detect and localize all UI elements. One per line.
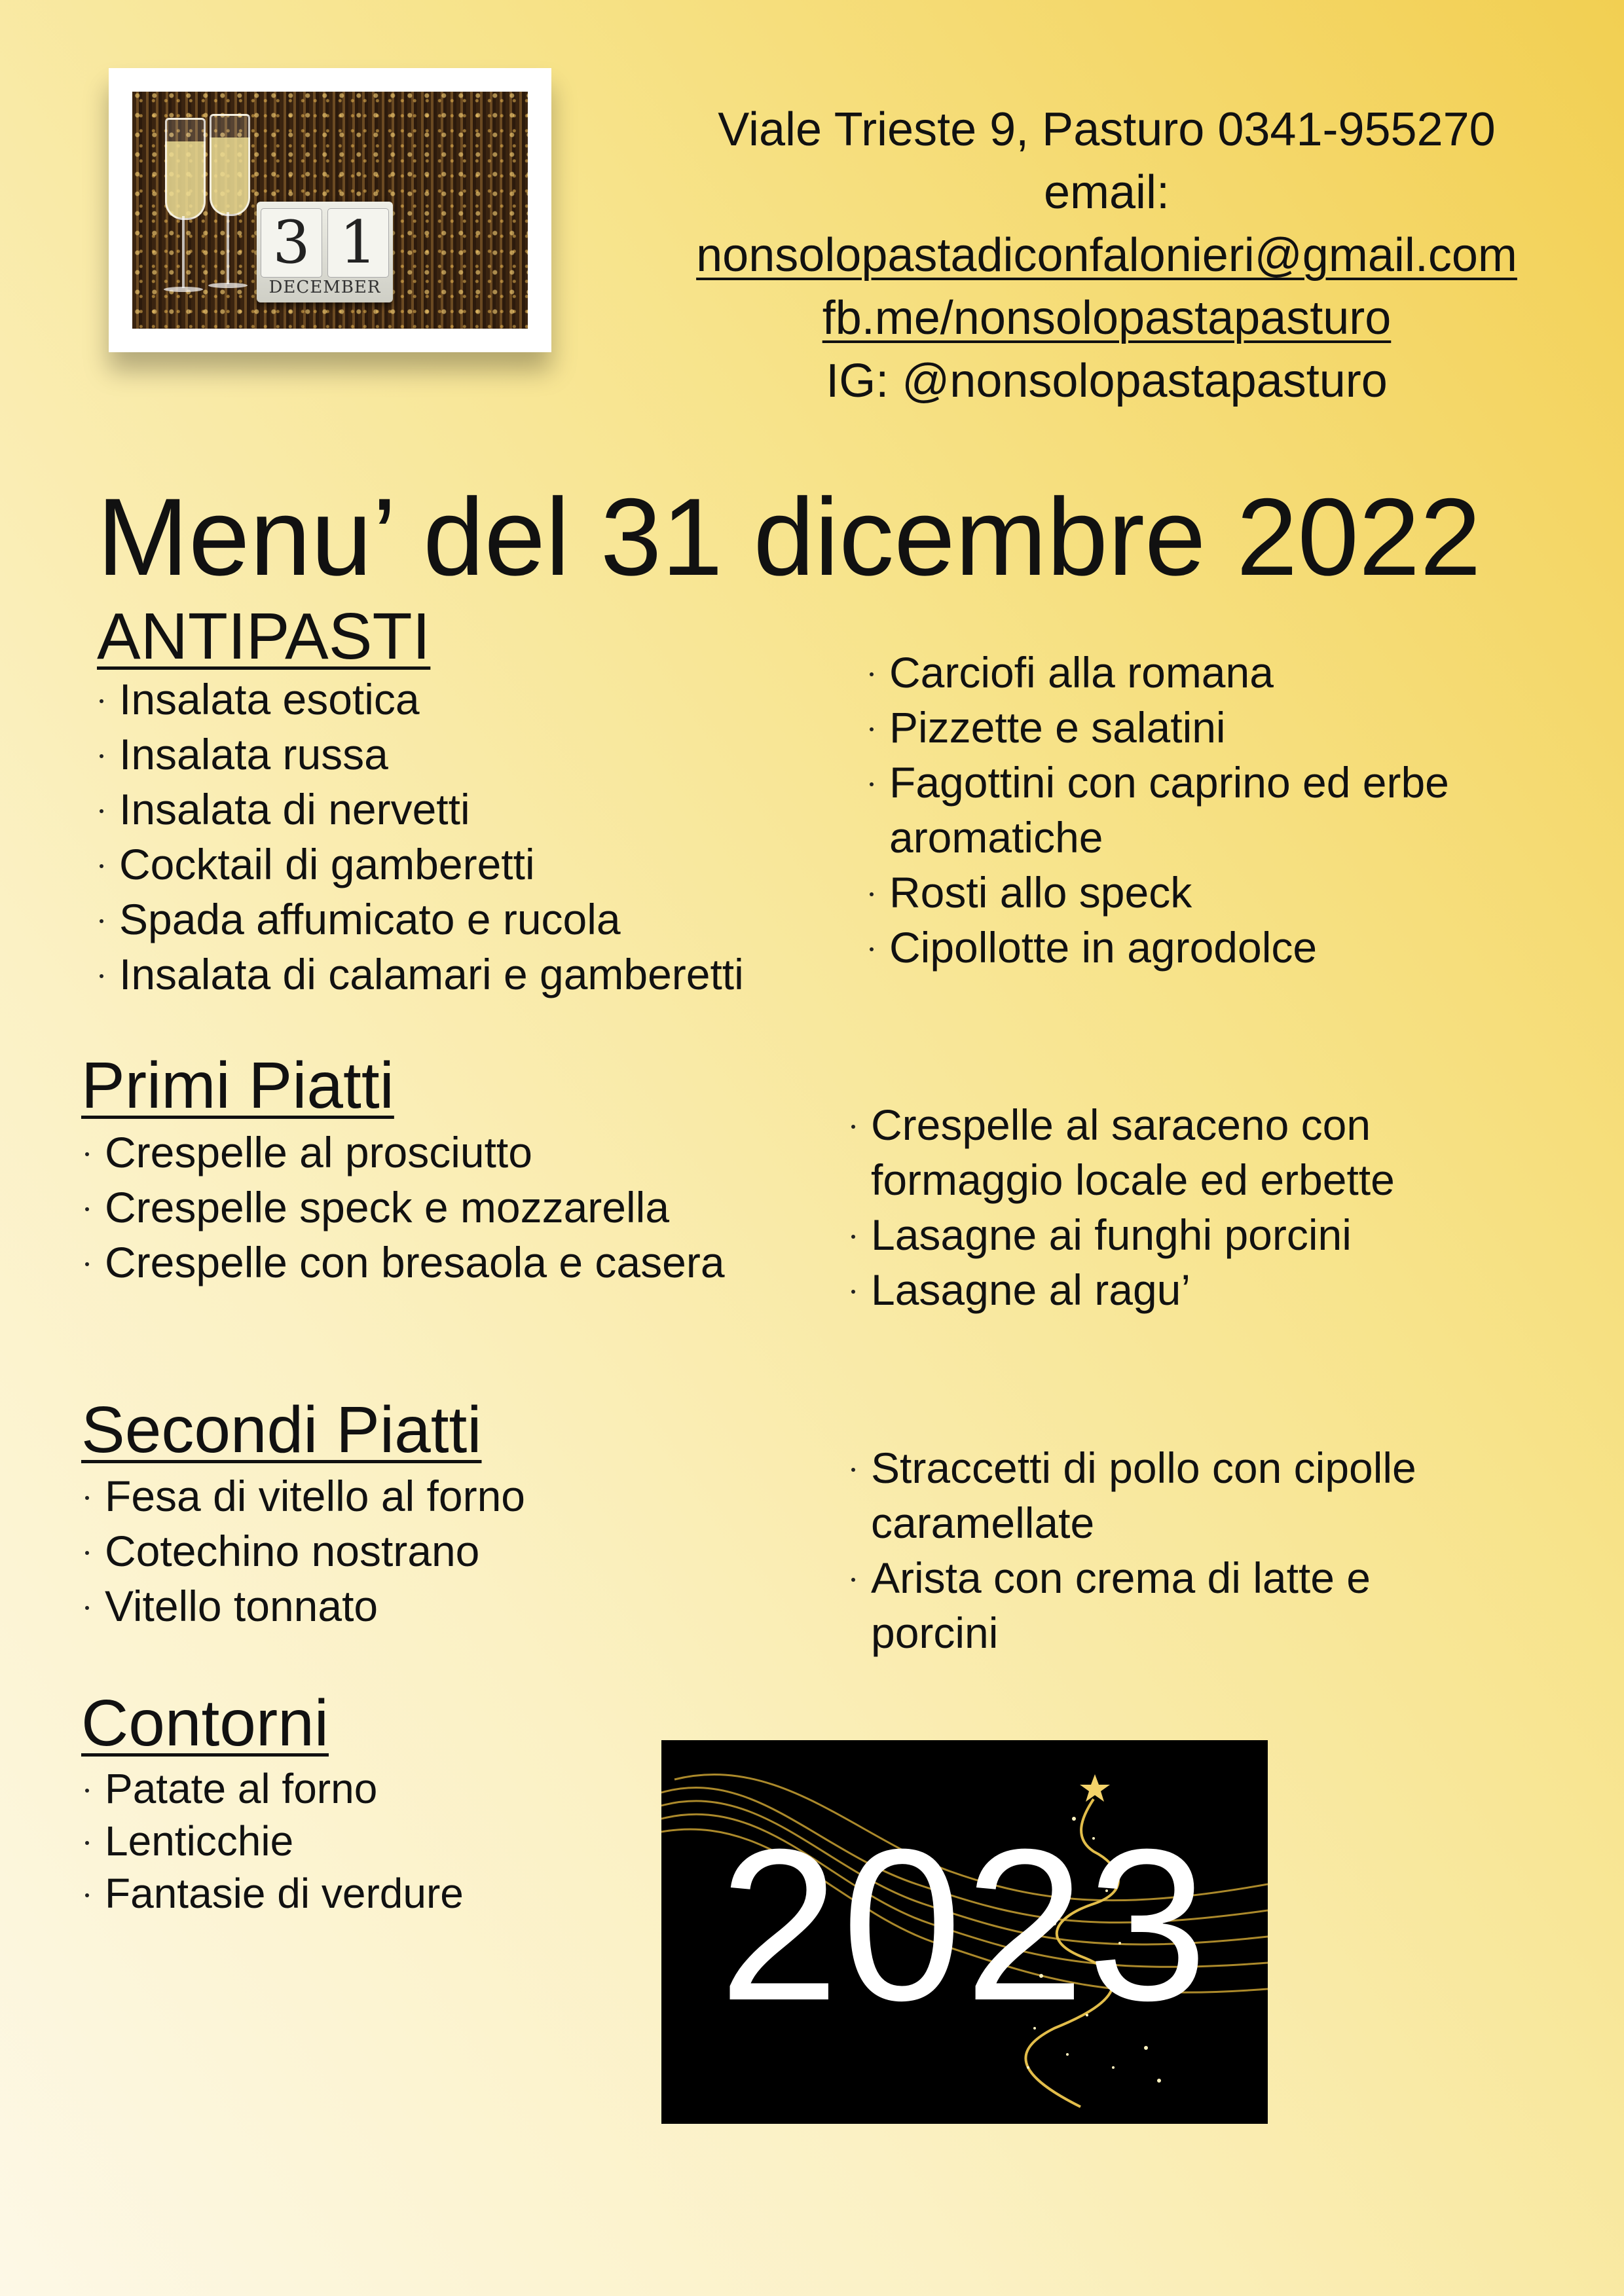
photo-frame — [109, 68, 551, 352]
menu-item: Cotechino nostrano — [81, 1523, 834, 1578]
menu-item: Spada affumicato e rucola — [96, 892, 849, 947]
menu-item: Crespelle al prosciutto — [81, 1125, 834, 1180]
primi-list-right — [847, 1097, 1502, 1317]
champagne-glass-left — [165, 118, 206, 220]
calendar-blocks — [257, 202, 393, 302]
facebook-link[interactable]: fb.me/nonsolopastapasturo — [822, 292, 1392, 344]
menu-item: Rosti allo speck — [866, 865, 1586, 920]
primi-heading: Primi Piatti — [81, 1049, 394, 1122]
antipasti-list-right — [866, 645, 1586, 975]
menu-item: Insalata di calamari e gamberetti — [96, 947, 849, 1002]
menu-item: Fesa di vitello al forno — [81, 1468, 834, 1523]
secondi-list-left — [81, 1468, 834, 1633]
menu-item: Lasagne al ragu’ — [847, 1262, 1502, 1317]
secondi-heading: Secondi Piatti — [81, 1393, 482, 1467]
menu-item: Cipollotte in agrodolce — [866, 920, 1586, 975]
contorni-heading: Contorni — [81, 1686, 329, 1760]
menu-item: Lenticchie — [81, 1815, 671, 1867]
new-year-2023-image — [661, 1740, 1268, 2124]
menu-item: Fagottini con caprino ed erbe aromatiche — [866, 755, 1586, 865]
menu-item: Insalata russa — [96, 727, 849, 782]
menu-title: Menu’ del 31 dicembre 2022 — [97, 475, 1481, 598]
menu-item: Crespelle con bresaola e casera — [81, 1235, 834, 1290]
calendar-day-digit-1: 3 — [261, 208, 322, 278]
menu-item: Straccetti di pollo con cipolle caramellate — [847, 1440, 1502, 1550]
menu-item: Carciofi alla romana — [866, 645, 1586, 700]
year-2023: 2023 — [718, 1804, 1211, 2045]
menu-item: Fantasie di verdure — [81, 1867, 671, 1920]
menu-item: Arista con crema di latte e porcini — [847, 1550, 1502, 1660]
champagne-glass-right — [210, 114, 250, 216]
menu-item: Pizzette e salatini — [866, 700, 1586, 755]
email-label: email: — [1043, 166, 1170, 219]
menu-item: Crespelle speck e mozzarella — [81, 1180, 834, 1235]
secondi-list-right — [847, 1440, 1502, 1660]
menu-item: Vitello tonnato — [81, 1578, 834, 1633]
antipasti-heading: ANTIPASTI — [97, 600, 431, 673]
instagram-handle: IG: @nonsolopastapasturo — [826, 355, 1388, 407]
calendar-month: DECEMBER — [268, 278, 381, 297]
contact-info — [629, 98, 1585, 412]
menu-item: Crespelle al saraceno con formaggio locale ed erbette — [847, 1097, 1502, 1207]
antipasti-list-left — [96, 672, 849, 1002]
menu-item: Insalata di nervetti — [96, 782, 849, 837]
address-phone: Viale Trieste 9, Pasturo 0341-955270 — [718, 103, 1496, 156]
calendar-day-digit-2: 1 — [327, 208, 389, 278]
menu-item: Cocktail di gamberetti — [96, 837, 849, 892]
new-year-eve-photo — [132, 92, 528, 329]
email-link[interactable]: nonsolopastadiconfalonieri@gmail.com — [696, 229, 1517, 282]
contorni-list — [81, 1762, 671, 1920]
menu-item: Lasagne ai funghi porcini — [847, 1207, 1502, 1262]
menu-item: Patate al forno — [81, 1762, 671, 1815]
primi-list-left — [81, 1125, 834, 1290]
menu-item: Insalata esotica — [96, 672, 849, 727]
